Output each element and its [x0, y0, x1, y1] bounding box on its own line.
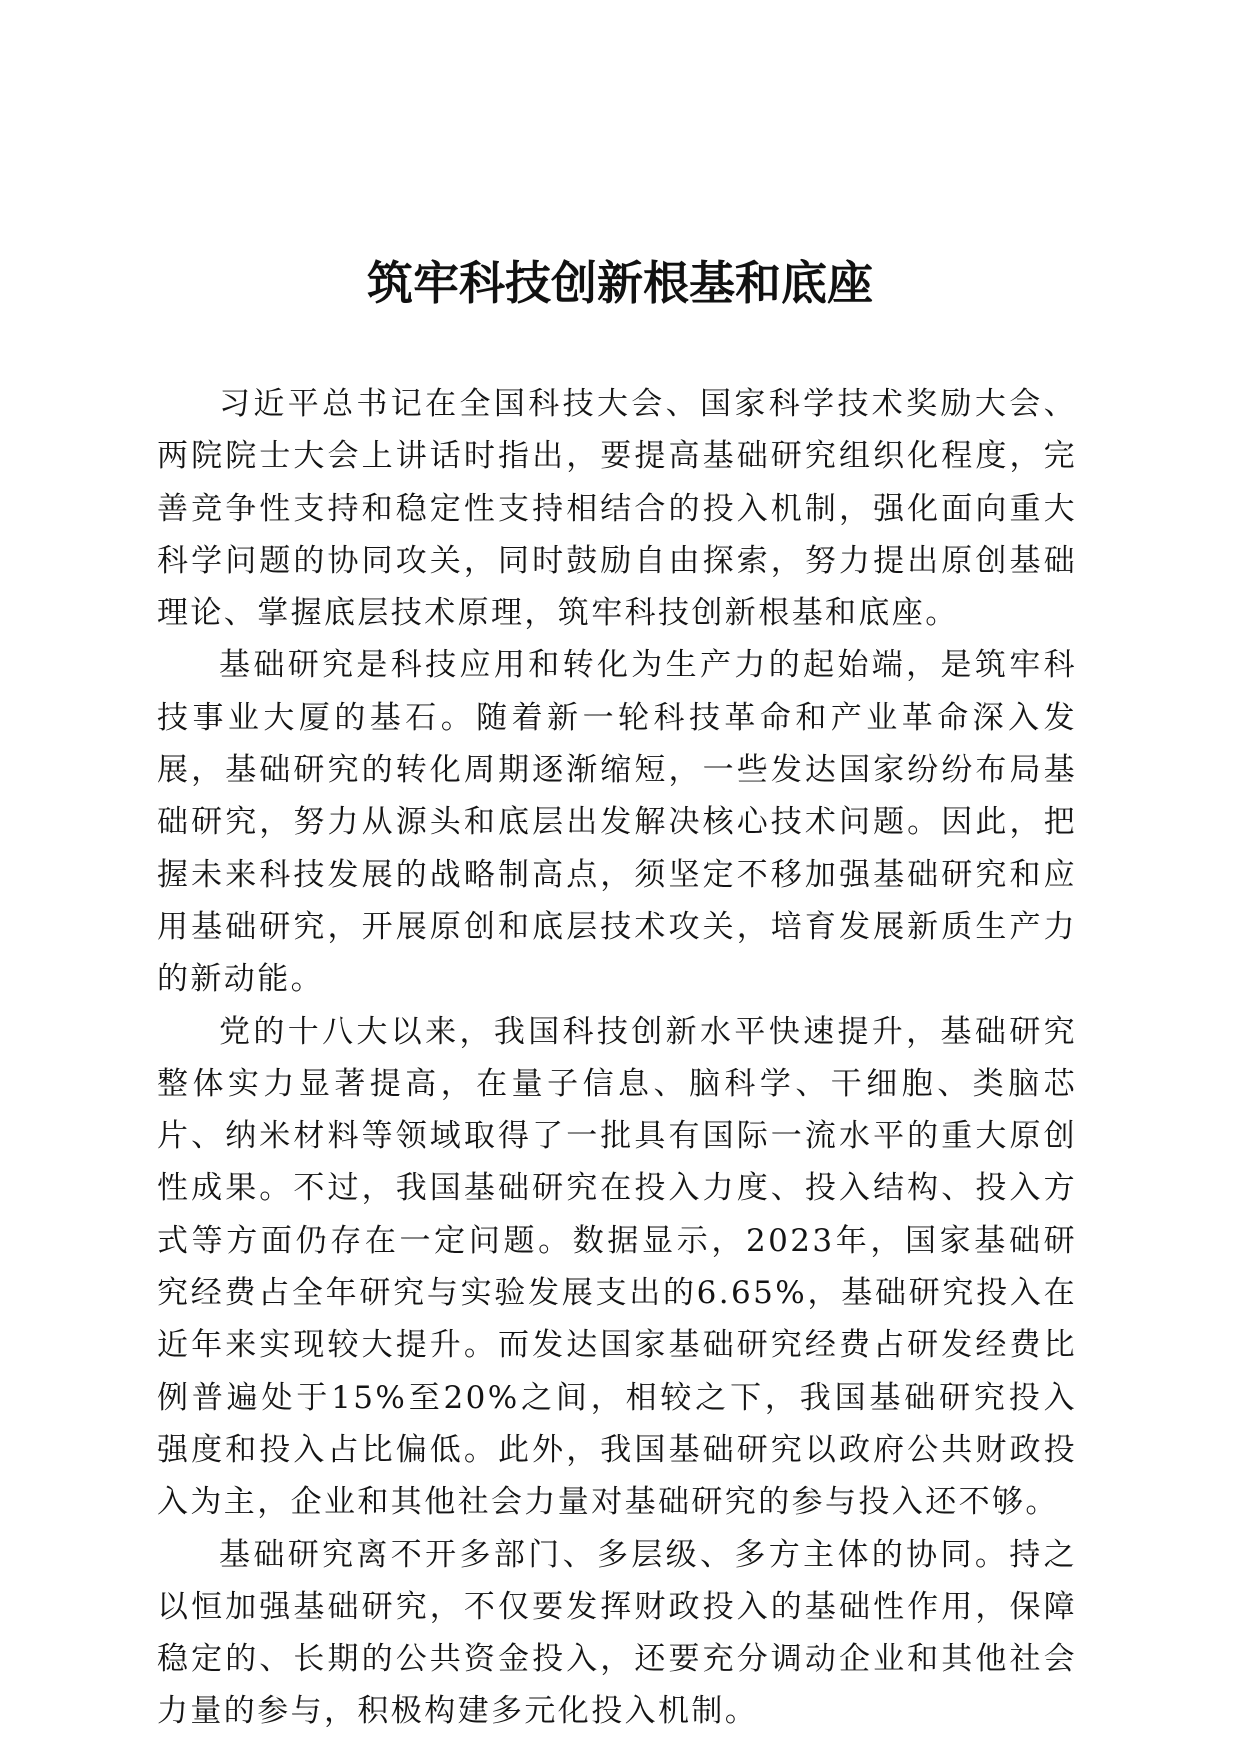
document-body: [157, 378, 1077, 1738]
document-title: 筑牢科技创新根基和底座: [367, 256, 873, 310]
paragraph-2: 基础研究是科技应用和转化为生产力的起始端，是筑牢科技事业大厦的基石。随着新一轮科技革命和产业革命深入发展，基础研究的转化周期逐渐缩短，一些发达国家纷纷布局基础研究，努力从源头和底层出发解决核心技术问题。因此，把握未来科技发展的战略制高点，须坚定不移加强基础研究和应用基础研究，开展原创和底层技术攻关，培育发展新质生产力的新动能。: [157, 647, 1077, 998]
paragraph-4: 基础研究离不开多部门、多层级、多方主体的协同。持之以恒加强基础研究，不仅要发挥财政投入的基础性作用，保障稳定的、长期的公共资金投入，还要充分调动企业和其他社会力量的参与，积极构建多元化投入机制。: [157, 1536, 1077, 1730]
paragraph-1: 习近平总书记在全国科技大会、国家科学技术奖励大会、两院院士大会上讲话时指出，要提高基础研究组织化程度，完善竞争性支持和稳定性支持相结合的投入机制，强化面向重大科学问题的协同攻关，同时鼓励自由探索，努力提出原创基础理论、掌握底层技术原理，筑牢科技创新根基和底座。: [157, 386, 1077, 632]
paragraph-3: 党的十八大以来，我国科技创新水平快速提升，基础研究整体实力显著提高，在量子信息、脑科学、干细胞、类脑芯片、纳米材料等领域取得了一批具有国际一流水平的重大原创性成果。不过，我国基础研究在投入力度、投入结构、投入方式等方面仍存在一定问题。数据显示，2023年，国家基础研究经费占全年研究与实验发展支出的6.65%，基础研究投入在近年来实现较大提升。而发达国家基础研究经费占研发经费比例普遍处于15%至20%之间，相较之下，我国基础研究投入强度和投入占比偏低。此外，我国基础研究以政府公共财政投入为主，企业和其他社会力量对基础研究的参与投入还不够。: [157, 1013, 1077, 1521]
